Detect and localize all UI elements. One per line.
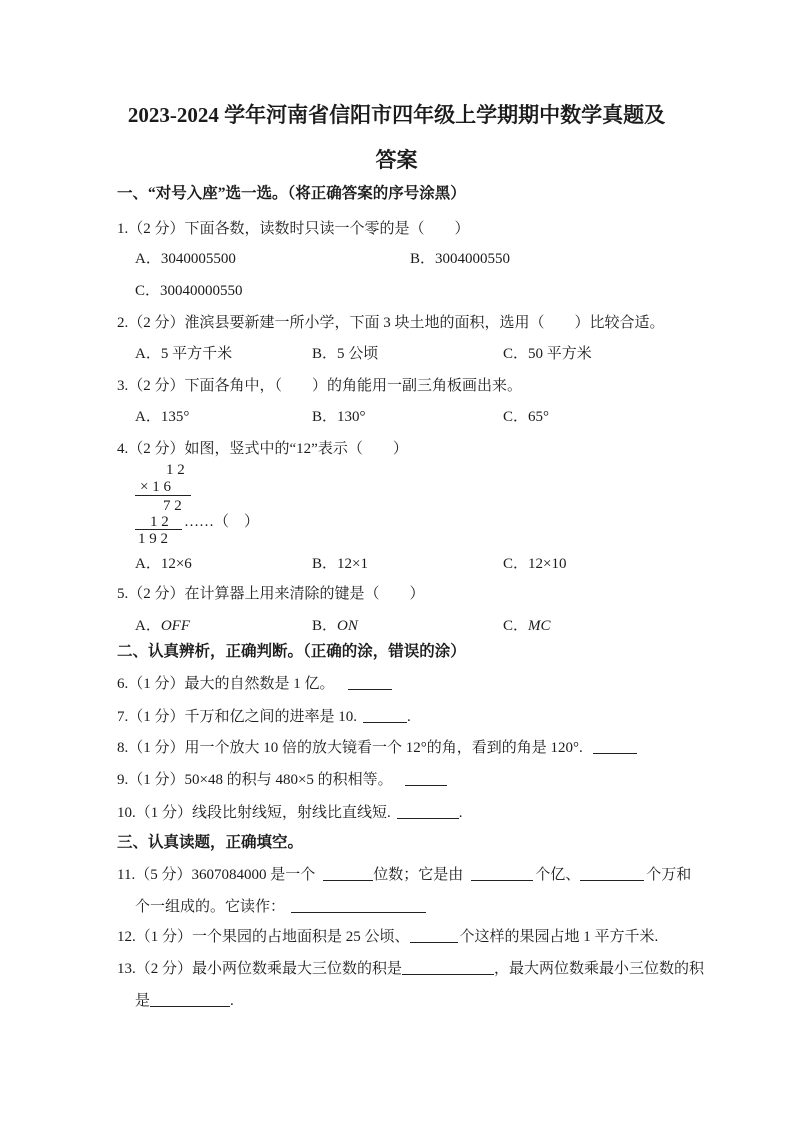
section-2-heading: 二、认真辨析，正确判断。（正确的涂，错误的涂） [117,643,466,660]
question-12-part1: 12.（1 分）一个果园的占地面积是 25 公顷、 [117,929,410,945]
document-title-line2: 答案 [375,148,418,172]
question-11-blank-3 [580,867,644,881]
vmath-multiplier: × 1 6 [140,479,171,495]
question-11-line-1 [117,865,737,887]
question-6-answer-blank [348,676,392,690]
question-3-option-a: A．135° [135,409,190,425]
question-1-stem: 1.（2 分）下面各数，读数时只读一个零的是（ ） [117,221,470,237]
question-2-option-b: B．5 公顷 [312,346,379,362]
vmath-partial-product-2: 1 2 [150,514,169,530]
question-1-option-a: A．3040005500 [135,251,236,267]
question-9-answer-blank [405,772,447,786]
question-8 [117,738,737,760]
question-11-line2-text: 个一组成的。它读作： [135,899,286,915]
question-6 [117,674,737,696]
question-11-part3: 个亿、 [535,867,581,883]
question-4-option-c: C．12×10 [503,556,567,572]
question-9 [117,770,737,792]
vmath-multiplicand: 1 2 [166,462,185,478]
question-13-blank-1 [402,961,494,975]
question-7-text: 7.（1 分）千万和亿之间的进率是 10. [117,709,358,725]
question-2-options-row [117,345,737,367]
question-5-option-b [312,617,358,636]
question-13-line2-tail: . [230,993,234,1009]
vmath-final-product: 1 9 2 [138,531,168,547]
question-5-option-a [135,617,190,636]
question-8-text: 8.（1 分）用一个放大 10 倍的放大镜看一个 12°的角，看到的角是 120°. [117,740,583,756]
question-11-part2: 位数；它是由 [373,867,464,883]
question-3-option-c: C．65° [503,409,550,425]
question-1-option-c: C．30040000550 [135,283,243,299]
question-10-text: 10.（1 分）线段比射线短，射线比直线短. [117,805,391,821]
option-a-label: A． [135,618,161,634]
question-11-blank-2 [471,867,533,881]
question-12 [117,927,737,949]
question-13-part1: 13.（2 分）最小两位数乘最大三位数的积是 [117,961,403,977]
question-13-line-1 [117,959,737,981]
section-1-heading: 一、“对号入座”选一选。（将正确答案的序号涂黑） [117,185,466,202]
question-13-part2: ，最大两位数乘最小三位数的积 [494,961,705,977]
option-a-value: OFF [160,618,191,634]
section-3-heading: 三、认真读题，正确填空。 [117,834,304,851]
question-4-options-row [117,555,737,577]
vmath-rule-1 [135,495,191,496]
vmath-partial-product-1: 7 2 [163,498,182,514]
question-3-options-row [117,408,737,430]
question-11-reading-blank [291,899,426,913]
question-4-stem: 4.（2 分）如图，竖式中的“12”表示（ ） [117,441,408,457]
question-1-options-row-2 [117,282,737,304]
option-c-value: MC [528,618,551,634]
option-b-value: ON [337,618,358,634]
vmath-remark-parentheses: ……（ ） [184,514,260,530]
question-10-tail: . [458,805,463,821]
question-7 [117,707,737,729]
question-2-option-a: A．5 平方千米 [135,346,233,362]
vmath-rule-2 [135,529,182,530]
question-10 [117,803,737,825]
question-5-option-c [503,617,551,636]
question-7-answer-blank [363,709,407,723]
document-title-line1: 2023-2024 学年河南省信阳市四年级上学期期中数学真题及 [127,103,666,127]
question-9-text: 9.（1 分）50×48 的积与 480×5 的积相等。 [117,772,393,788]
question-2-stem: 2.（2 分）淮滨县要新建一所小学，下面 3 块土地的面积，选用（ ）比较合适。 [117,315,665,331]
question-5-options-row [117,617,737,639]
question-11-line-2 [117,897,755,919]
question-11-blank-1 [323,867,373,881]
question-3-stem: 3.（2 分）下面各角中，（ ）的角能用一副三角板画出来。 [117,378,523,394]
question-10-answer-blank [397,805,459,819]
question-13-blank-2 [150,993,230,1007]
question-6-text: 6.（1 分）最大的自然数是 1 亿。 [117,676,335,692]
question-8-answer-blank [593,740,637,754]
question-13-line2-text: 是 [135,993,151,1009]
question-5-stem: 5.（2 分）在计算器上用来清除的键是（ ） [117,586,425,602]
option-c-label: C． [503,618,529,634]
question-13-line-2 [117,991,755,1013]
question-11-part4: 个万和 [646,867,692,883]
option-b-label: B． [312,618,338,634]
question-3-option-b: B．130° [312,409,366,425]
question-12-part2: 个这样的果园占地 1 平方千米. [459,929,659,945]
question-1-option-b: B．3004000550 [410,251,511,267]
question-4-option-a: A．12×6 [135,556,192,572]
question-7-tail: . [407,709,411,725]
question-12-answer-blank [410,929,458,943]
question-11-part1: 11.（5 分）3607084000 是一个 [117,867,316,883]
question-2-option-c: C．50 平方米 [503,346,592,362]
question-1-options-row-1 [117,250,737,272]
question-4-option-b: B．12×1 [312,556,368,572]
